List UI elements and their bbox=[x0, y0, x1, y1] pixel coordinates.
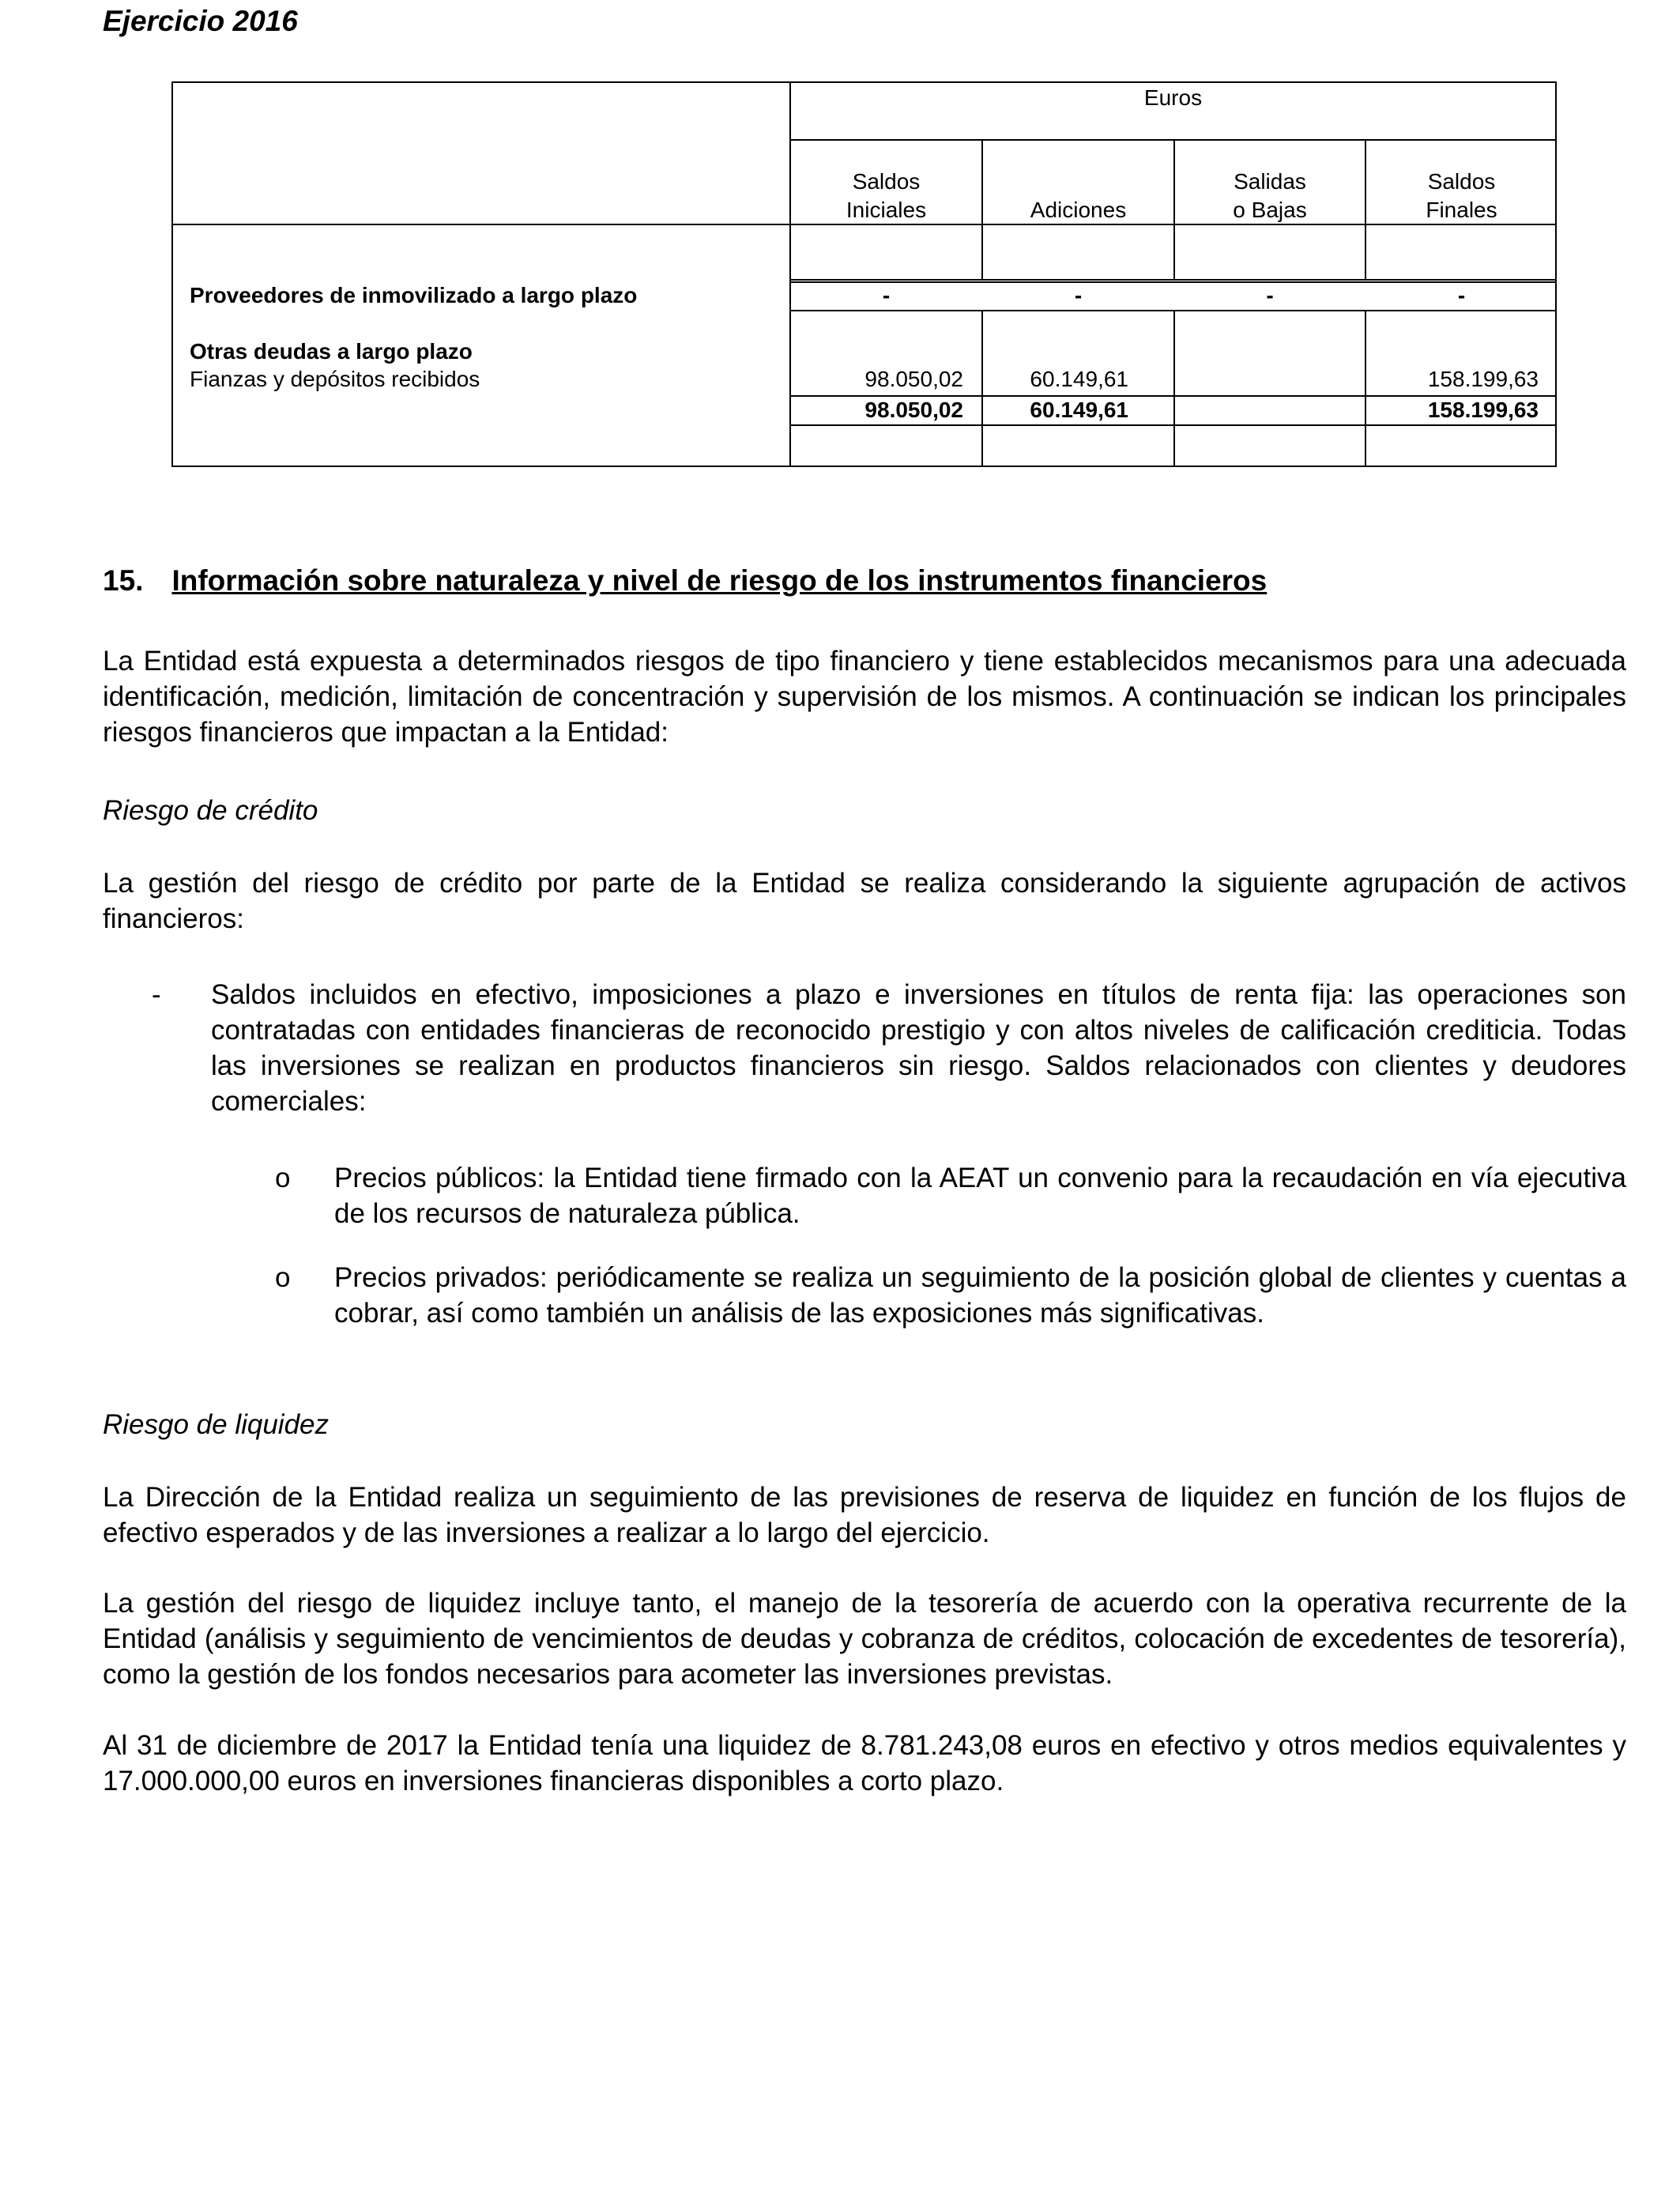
liquidity-paragraph-3: Al 31 de diciembre de 2017 la Entidad tenía una liquidez de 8.781.243,08 euros en efectivo y otros medios equivalentes y 17.000.000,00 euros en inversiones financieras disponibles a corto plazo. bbox=[103, 1730, 1626, 1796]
cell-total: 60.149,61 bbox=[1030, 398, 1128, 422]
sub-bullet-marker: o bbox=[275, 1163, 291, 1193]
section-title: 15. Información sobre naturaleza y nivel de riesgo de los instrumentos financieros bbox=[103, 564, 1268, 597]
sub-bullet-marker: o bbox=[275, 1262, 291, 1293]
table-rule bbox=[1173, 310, 1175, 467]
cell-total: 98.050,02 bbox=[864, 398, 963, 422]
cell-value: 98.050,02 bbox=[864, 367, 963, 391]
page-heading: Ejercicio 2016 bbox=[103, 5, 298, 37]
table-cell bbox=[789, 224, 983, 281]
col-header-adiciones: Adiciones bbox=[1030, 198, 1127, 222]
row-label-otras-deudas: Otras deudas a largo plazo bbox=[190, 339, 473, 364]
credit-heading: Riesgo de crédito bbox=[103, 795, 318, 826]
bullet-marker: - bbox=[152, 979, 161, 1010]
intro-paragraph: La Entidad está expuesta a determinados riesgos de tipo financiero y tiene establecidos mecanismos para una adecuada identificación, medición, limitación de concentración y supervisión de los mismos. A continuación se indican los principales riesgos financieros que impactan a la Entidad: bbox=[103, 646, 1626, 748]
col-header-saldos-iniciales: Saldos Iniciales bbox=[846, 169, 927, 222]
cell-value: - bbox=[1457, 283, 1466, 307]
cell-value: - bbox=[1074, 283, 1083, 307]
table-cell bbox=[1173, 224, 1366, 281]
cell-value: - bbox=[882, 283, 891, 307]
credit-intro-paragraph: La gestión del riesgo de crédito por parte de la Entidad se realiza considerando la siguiente agrupación de activos financieros: bbox=[103, 868, 1626, 934]
sub-bullet-paragraph: Precios públicos: la Entidad tiene firmado con la AEAT un convenio para la recaudación en vía ejecutiva de los recursos de naturaleza pública. bbox=[334, 1163, 1626, 1229]
bullet-paragraph: Saldos incluidos en efectivo, imposiciones a plazo e inversiones en títulos de renta fija: las operaciones son contratadas con entidades financieras de reconocido prestigio y con altos niveles de calificación crediticia. Todas las inversiones se realizan en productos financieros sin riesgo. Saldos relacionados con clientes y deudores comerciales: bbox=[211, 979, 1626, 1117]
table-cell bbox=[1365, 224, 1557, 281]
col-header-saldos-finales: Saldos Finales bbox=[1426, 169, 1497, 222]
sub-bullet-paragraph: Precios privados: periódicamente se realiza un seguimiento de la posición global de clientes y cuentas a cobrar, así como también un análisis de las exposiciones más significativas. bbox=[334, 1262, 1626, 1329]
cell-value: - bbox=[1266, 283, 1274, 307]
cell-total: 158.199,63 bbox=[1427, 398, 1539, 422]
row-label-proveedores: Proveedores de inmovilizado a largo plazo bbox=[190, 283, 638, 307]
cell-value: 158.199,63 bbox=[1427, 367, 1539, 391]
col-header-salidas: Salidas o Bajas bbox=[1233, 169, 1307, 222]
liquidity-paragraph-1: La Dirección de la Entidad realiza un seguimiento de las previsiones de reserva de liquidez en función de los flujos de efectivo esperados y de las inversiones a realizar a lo largo del ejercicio. bbox=[103, 1482, 1626, 1548]
row-label-fianzas: Fianzas y depósitos recibidos bbox=[190, 367, 480, 391]
cell-value: 60.149,61 bbox=[1030, 367, 1128, 391]
liquidity-heading: Riesgo de liquidez bbox=[103, 1409, 330, 1440]
liquidity-paragraph-2: La gestión del riesgo de liquidez incluye tanto, el manejo de la tesorería de acuerdo con la operativa recurrente de la Entidad (análisis y seguimiento de vencimientos de deudas y cobranza de créditos, colocación de excedentes de tesorería), como la gestión de los fondos necesarios para acometer las inversiones previstas. bbox=[103, 1588, 1626, 1690]
euros-header: Euros bbox=[1143, 85, 1203, 110]
table-cell bbox=[981, 224, 1175, 281]
table-rule bbox=[789, 424, 1557, 426]
